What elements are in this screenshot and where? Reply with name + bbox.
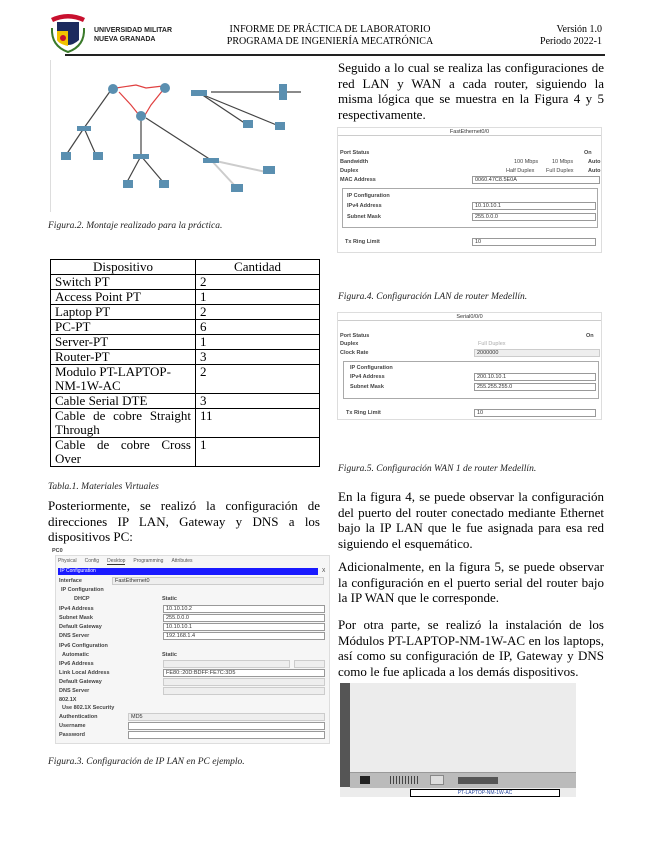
cell: Cable Serial DTE: [51, 394, 196, 409]
mask-label: Subnet Mask: [347, 214, 381, 220]
dns-field[interactable]: 192.168.1.4: [163, 632, 325, 640]
mask-field[interactable]: 255.255.255.0: [474, 383, 596, 391]
clock-rate-label: Clock Rate: [340, 350, 369, 356]
ipv4-label: IPv4 Address: [59, 606, 94, 612]
dns6-label: DNS Server: [59, 688, 90, 694]
auth-select[interactable]: MD5: [128, 713, 325, 721]
cell: Access Point PT: [51, 290, 196, 305]
gateway6-field[interactable]: [163, 678, 325, 686]
mac-label: MAC Address: [340, 177, 376, 183]
paragraph: Adicionalmente, en la figura 5, se puede observar la configuración en el puerto serial del router bajo la IP WAN que le corresponde.: [338, 559, 604, 605]
module-label: PT-LAPTOP-NM-1W-AC: [410, 789, 560, 797]
password-label: Password: [59, 732, 85, 738]
dhcp-radio[interactable]: DHCP: [74, 596, 90, 602]
version: Versión 1.0: [556, 24, 602, 35]
panel-title: FastEthernet0/0: [338, 129, 601, 136]
close-button[interactable]: X: [322, 568, 326, 574]
gateway-label: Default Gateway: [59, 624, 102, 630]
cell: Cable de cobre Straight Through: [51, 409, 196, 438]
report-title: [200, 24, 460, 48]
cell: 2: [196, 365, 320, 394]
table-caption: Tabla.1. Materiales Virtuales: [48, 482, 159, 492]
port-on-checkbox[interactable]: On: [586, 333, 594, 339]
duplex-label: Duplex: [340, 168, 359, 174]
tx-ring-label: Tx Ring Limit: [346, 410, 381, 416]
link-local-label: Link Local Address: [59, 670, 110, 676]
static-radio[interactable]: Static: [162, 596, 177, 602]
auth-label: Authentication: [59, 714, 98, 720]
mask-field[interactable]: 255.0.0.0: [472, 213, 596, 221]
university-line2: NUEVA GRANADA: [94, 36, 156, 43]
table-row: [51, 335, 320, 350]
ipconf-label: IP Configuration: [347, 193, 390, 199]
prefix-field[interactable]: [294, 660, 325, 668]
tab-physical[interactable]: Physical: [58, 558, 77, 564]
router-wan-screenshot: [337, 312, 602, 420]
cell: 3: [196, 350, 320, 365]
mac-field[interactable]: 0060.47C8.5E0A: [472, 176, 600, 184]
cell: 3: [196, 394, 320, 409]
cell: Laptop PT: [51, 305, 196, 320]
router-lan-screenshot: [337, 127, 602, 253]
full-duplex-radio[interactable]: Full Duplex: [546, 168, 574, 174]
ipv6-label: IPv6 Address: [59, 661, 94, 667]
duplex-label: Duplex: [340, 341, 359, 347]
dot1x-label: 802.1X: [59, 697, 77, 703]
dns6-field[interactable]: [163, 687, 325, 695]
tab-desktop[interactable]: Desktop: [107, 558, 126, 564]
tab-programming[interactable]: Programming: [133, 558, 164, 564]
cell: Server-PT: [51, 335, 196, 350]
ipv6-field[interactable]: [163, 660, 290, 668]
cell: 11: [196, 409, 320, 438]
bw-10-radio[interactable]: 10 Mbps: [552, 159, 574, 165]
table-row: [51, 275, 320, 290]
port-status-label: Port Status: [340, 150, 370, 156]
paragraph: Seguido a lo cual se realiza las configuraciones de red LAN y WAN a cada router, siguiendo la misma lógica que se muestra en la Figura 4 y 5 respectivamente.: [338, 60, 604, 122]
table-row: [51, 365, 320, 394]
table-row: [51, 409, 320, 438]
cell: Modulo PT-LAPTOP-NM-1W-AC: [51, 365, 196, 394]
title-line2: PROGRAMA DE INGENIERÍA MECATRÓNICA: [226, 36, 434, 47]
panel-title: Serial0/0/0: [338, 314, 601, 321]
mask-field[interactable]: 255.0.0.0: [163, 614, 325, 622]
table-header-row: [51, 260, 320, 275]
table-row: [51, 305, 320, 320]
paragraph: En la figura 4, se puede observar la configuración del puerto del router conectado mediante Ethernet bajo la IP LAN que le fue asignada para esa red siguiendo el esquemático.: [338, 489, 604, 551]
pc-config-screenshot: [50, 547, 330, 745]
half-duplex-radio[interactable]: Half Duplex: [506, 168, 535, 174]
header-cell: Dispositivo: [51, 260, 196, 275]
header-rule: [65, 54, 605, 56]
cell: PC-PT: [51, 320, 196, 335]
fig4-caption: Figura.4. Configuración LAN de router Medellín.: [338, 292, 528, 302]
tabs: [58, 558, 193, 565]
gateway-field[interactable]: 10.10.10.1: [163, 623, 325, 631]
username-field[interactable]: [128, 722, 325, 730]
static6-radio[interactable]: Static: [162, 652, 177, 658]
network-diagram: [51, 60, 313, 212]
bw-auto-checkbox[interactable]: Auto: [588, 159, 601, 165]
fig2-caption: Figura.2. Montaje realizado para la práctica.: [48, 221, 223, 231]
ipv6conf-label: IPv6 Configuration: [59, 643, 108, 649]
paragraph: Posteriormente, se realizó la configuración de direcciones IP LAN, Gateway y DNS a los dispositivos PC:: [48, 498, 320, 544]
cell: 1: [196, 438, 320, 467]
ipconf-label: IP Configuration: [350, 365, 393, 371]
ipv4-field[interactable]: 10.10.10.1: [472, 202, 596, 210]
port-status-label: Port Status: [340, 333, 370, 339]
laptop-module-photo: [340, 683, 576, 797]
window-title: PC0: [52, 548, 63, 554]
tx-ring-field[interactable]: 10: [472, 238, 596, 246]
interface-select[interactable]: FastEthernet0: [112, 577, 324, 585]
period: Periodo 2022-1: [540, 36, 602, 47]
ipv4-field[interactable]: 10.10.10.2: [163, 605, 325, 613]
mask-label: Subnet Mask: [350, 384, 384, 390]
table-row: [51, 290, 320, 305]
materials-table: [50, 259, 320, 467]
university-line1: UNIVERSIDAD MILITAR: [94, 27, 173, 34]
cell: 2: [196, 305, 320, 320]
version-info: [510, 24, 602, 48]
paragraph: Por otra parte, se realizó la instalación de los Módulos PT-LAPTOP-NM-1W-AC en los laptops, así como su configuración de IP, Gateway y DNS como le fue aplicada a los demás dispositivos.: [338, 617, 604, 679]
ipv4-label: IPv4 Address: [350, 374, 385, 380]
table-row: [51, 320, 320, 335]
tx-ring-field[interactable]: 10: [474, 409, 596, 417]
dns-label: DNS Server: [59, 633, 90, 639]
tab-attributes[interactable]: Attributes: [171, 558, 193, 564]
cell: 1: [196, 290, 320, 305]
cell: Router-PT: [51, 350, 196, 365]
dot1x-checkbox[interactable]: Use 802.1X Security: [62, 705, 115, 711]
duplex-auto-checkbox[interactable]: Auto: [588, 168, 601, 174]
bw-100-radio[interactable]: 100 Mbps: [514, 159, 539, 165]
university-name: [94, 26, 172, 44]
gateway6-label: Default Gateway: [59, 679, 102, 685]
username-label: Username: [59, 723, 86, 729]
university-logo: [47, 10, 89, 54]
tab-config[interactable]: Config: [84, 558, 100, 564]
table-row: [51, 394, 320, 409]
tx-ring-label: Tx Ring Limit: [345, 239, 380, 245]
full-duplex-radio[interactable]: Full Duplex: [478, 341, 506, 347]
table-row: [51, 438, 320, 467]
port-on-checkbox[interactable]: On: [584, 150, 592, 156]
network-diagram-figure: [50, 60, 312, 212]
fig5-caption: Figura.5. Configuración WAN 1 de router Medellín.: [338, 464, 537, 474]
cell: Switch PT: [51, 275, 196, 290]
interface-label: Interface: [59, 578, 82, 584]
auto-radio[interactable]: Automatic: [62, 652, 89, 658]
bandwidth-label: Bandwidth: [340, 159, 369, 165]
table-row: [51, 350, 320, 365]
mask-label: Subnet Mask: [59, 615, 93, 621]
ipv4-field[interactable]: 200.10.10.1: [474, 373, 596, 381]
cell: 2: [196, 275, 320, 290]
cell: Cable de cobre Cross Over: [51, 438, 196, 467]
cell: 1: [196, 335, 320, 350]
password-field[interactable]: [128, 731, 325, 739]
header-cell: Cantidad: [196, 260, 320, 275]
ipv4-label: IPv4 Address: [347, 203, 382, 209]
section-bar: IP Configuration: [58, 568, 318, 575]
clock-rate-select[interactable]: 2000000: [474, 349, 600, 357]
ipconf-label: IP Configuration: [61, 587, 104, 593]
link-local-field[interactable]: FE80::20D:BDFF:FE7C:3D5: [163, 669, 325, 677]
fig3-caption: Figura.3. Configuración de IP LAN en PC ejemplo.: [48, 757, 245, 767]
cell: 6: [196, 320, 320, 335]
title-line1: INFORME DE PRÁCTICA DE LABORATORIO: [229, 24, 431, 35]
